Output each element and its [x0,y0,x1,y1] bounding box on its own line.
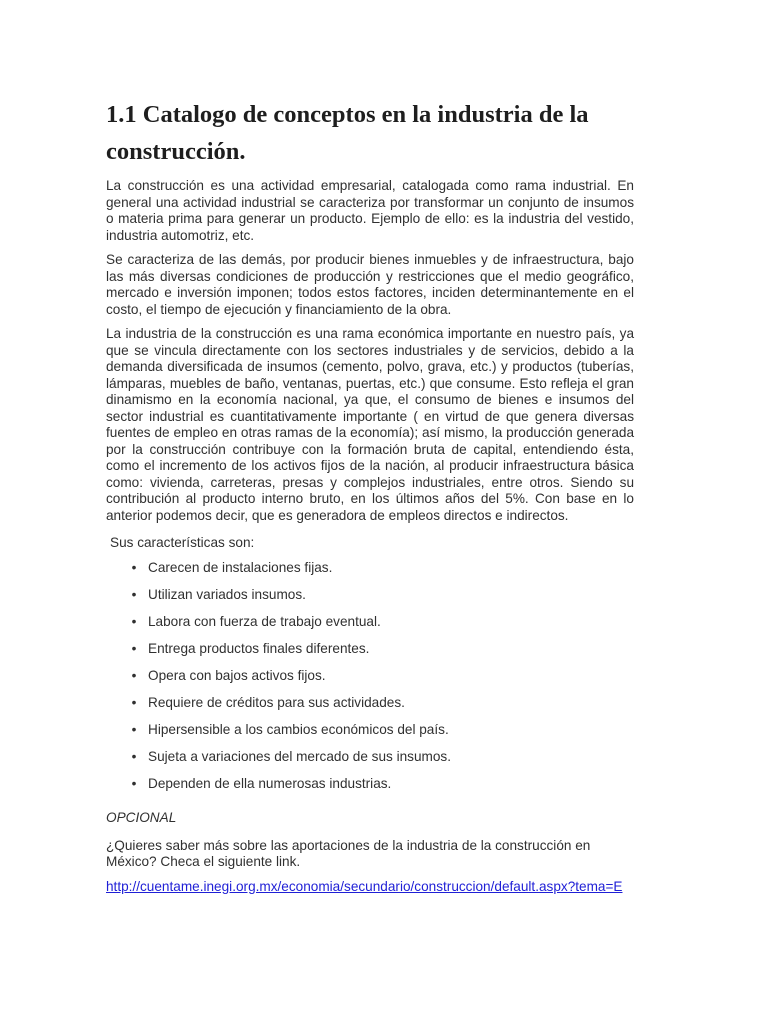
list-item-text: Entrega productos finales diferentes. [148,640,370,656]
list-item-text: Sujeta a variaciones del mercado de sus insumos. [148,748,451,764]
list-item-text: Hipersensible a los cambios económicos del país. [148,721,449,737]
list-item-text: Carecen de instalaciones fijas. [148,559,333,575]
bullet-icon: • [131,640,137,656]
bullet-icon: • [131,613,137,629]
list-item [106,722,634,739]
bullet-icon: • [131,559,137,575]
list-item [106,587,634,604]
characteristics-list [106,560,634,793]
list-item-text: Labora con fuerza de trabajo eventual. [148,613,381,629]
bullet-icon: • [131,667,137,683]
bullet-icon: • [131,748,137,764]
paragraph-2: Se caracteriza de las demás, por producir bienes inmuebles y de infraestructura, bajo las más diversas condiciones de producción y restricciones que el medio geográfico, mercado e inversión imponen; todos estos factores, inciden determinantemente en el costo, el tiempo de ejecución y financiamiento de la obra. [106,252,634,317]
list-item [106,695,634,712]
list-item [106,668,634,685]
bullet-icon: • [131,586,137,602]
list-item [106,641,634,658]
paragraph-1: La construcción es una actividad empresarial, catalogada como rama industrial. En general una actividad industrial se caracteriza por transformar un conjunto de insumos o materia prima para generar un producto. Ejemplo de ello: es la industria del vestido, industria automotriz, etc. [106,178,634,243]
list-item [106,776,634,793]
list-item-text: Requiere de créditos para sus actividades. [148,694,405,710]
list-item [106,614,634,631]
optional-text: ¿Quieres saber más sobre las aportaciones de la industria de la construcción en México? Checa el siguiente link. [106,837,591,869]
list-item-text: Utilizan variados insumos. [148,586,306,602]
inegi-link[interactable]: http://cuentame.inegi.org.mx/economia/secundario/construccion/default.aspx?tema=E [106,878,623,894]
bullet-icon: • [131,694,137,710]
list-item-text: Dependen de ella numerosas industrias. [148,775,392,791]
list-intro: Sus características son: [110,535,255,550]
list-item-text: Opera con bajos activos fijos. [148,667,326,683]
bullet-icon: • [131,721,137,737]
bullet-icon: • [131,775,137,791]
optional-label: OPCIONAL [106,810,177,825]
paragraph-3: La industria de la construcción es una rama económica importante en nuestro país, ya que se vincula directamente con los sectores industriales y de servicios, debido a la demanda diversificada de insumos (cemento, polvo, grava, etc.) y productos (tuberías, lámparas, muebles de baño, ventanas, puertas, etc.) que consume. Esto refleja el gran dinamismo en la economía nacional, ya que, el consumo de bienes e insumos del sector industrial es cuantitativamente importante ( en virtud de que genera diversas fuentes de empleo en otras ramas de la economía); así mismo, la producción generada por la construcción contribuye con la formación bruta de capital, entendiendo ésta, como el incremento de los activos fijos de la nación, al producir infraestructura básica como: vivienda, carreteras, presas y complejos industriales, entre otros. Siendo su contribución al producto interno bruto, en los últimos años del 5%. Con base en lo anterior podemos decir, que es generadora de empleos directos e indirectos. [106,326,634,523]
list-item [106,560,634,577]
document-title: 1.1 Catalogo de conceptos en la industria de la construcción. [106,101,589,165]
document-page [106,96,634,895]
list-item [106,749,634,766]
